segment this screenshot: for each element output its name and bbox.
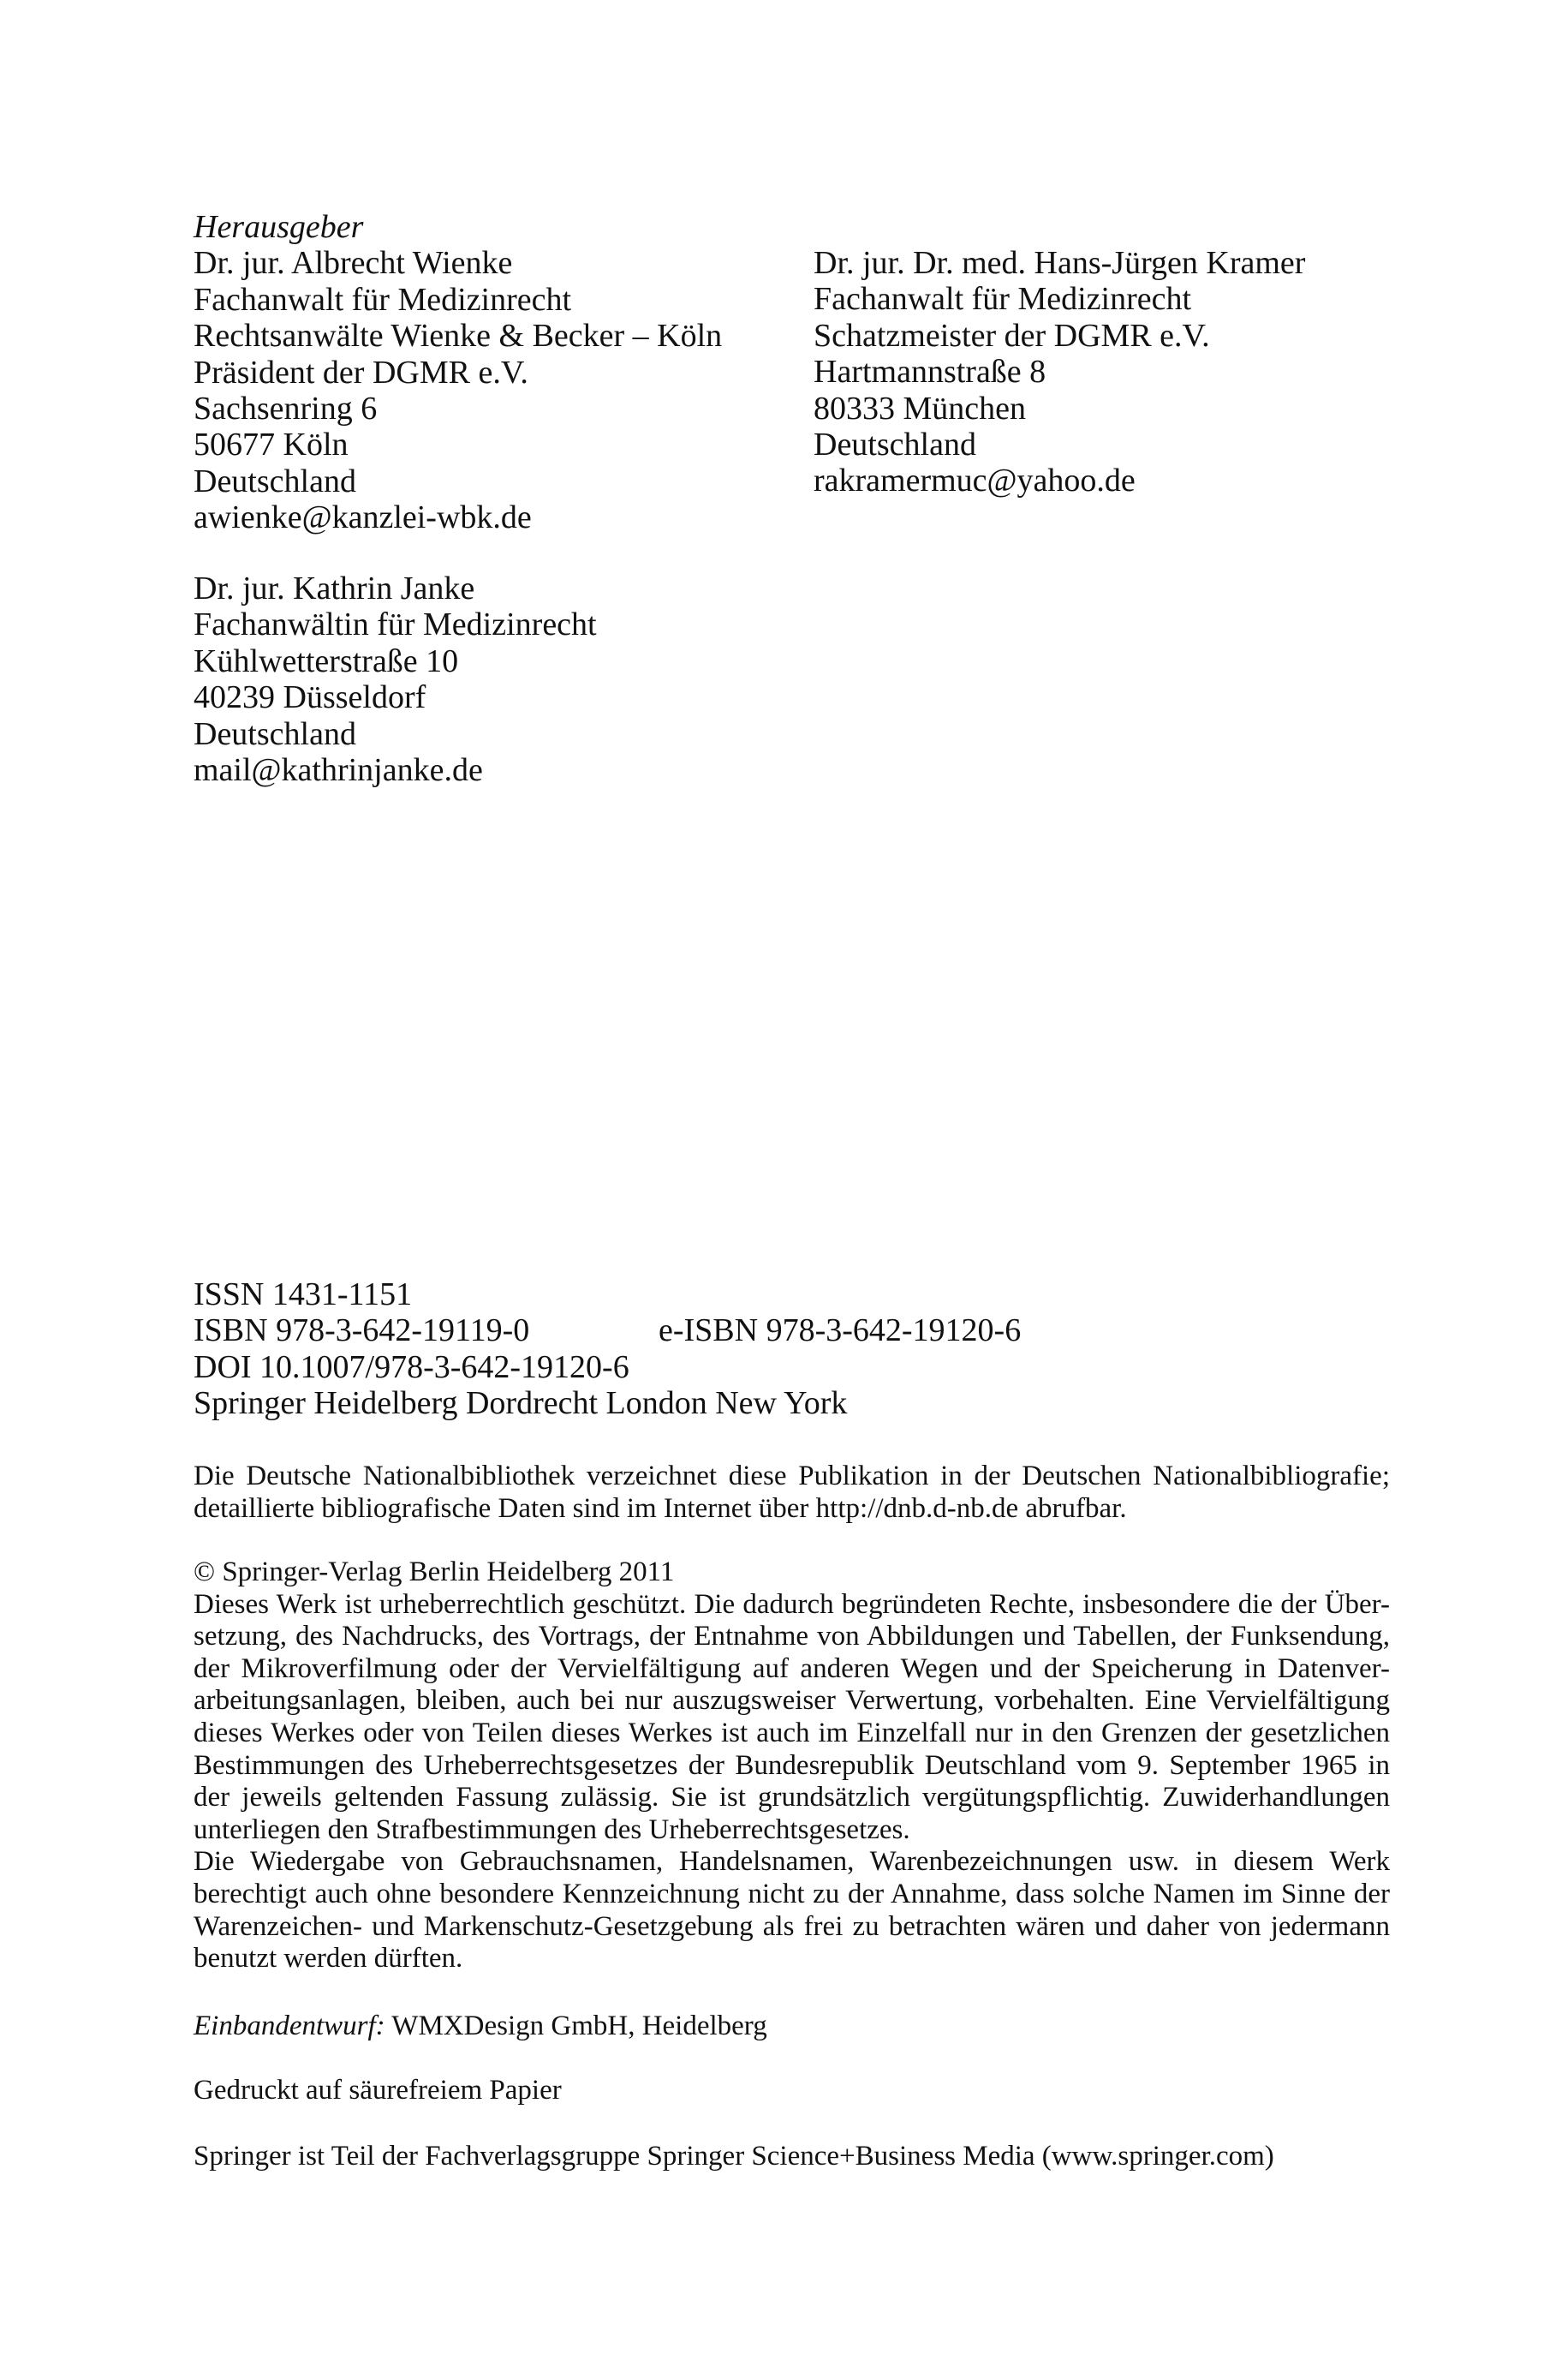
dnb-line: detaillierte bibliografische Daten sind im Internet über http://dnb.d-nb.de abrufbar. <box>194 1492 1127 1524</box>
editor-line: Präsident der DGMR e.V. <box>194 354 528 391</box>
editor-line: Hartmannstraße 8 <box>814 354 1046 391</box>
rights-line: der jeweils geltenden Fassung zulässig. Sie ist grundsätzlich vergütungspflichtig. Zuwiderhandlungen <box>194 1782 1390 1813</box>
editor-email: mail@kathrinjanke.de <box>194 752 483 789</box>
doi: DOI 10.1007/978-3-642-19120-6 <box>194 1348 629 1385</box>
issn: ISSN 1431-1151 <box>194 1276 413 1312</box>
editor-line: 50677 Köln <box>194 427 349 463</box>
rights-line: Dieses Werk ist urheberrechtlich geschützt. Die dadurch begründeten Rechte, insbesondere die der Über- <box>194 1588 1390 1620</box>
editors-heading-text: Herausgeber <box>194 209 364 245</box>
dnb-notice <box>194 1461 1390 1525</box>
rights-line: unterliegen den Strafbestimmungen des Urheberrechtsgesetzes. <box>194 1813 910 1845</box>
editor-line: Deutschland <box>194 715 356 752</box>
editor-line: Deutschland <box>194 463 356 499</box>
editor-line: Kühlwetterstraße 10 <box>194 642 459 679</box>
paper-note-text: Gedruckt auf säurefreiem Papier <box>194 2075 562 2106</box>
editor-line: 40239 Düsseldorf <box>194 679 426 716</box>
editor-line: Rechtsanwälte Wienke & Becker – Köln <box>194 318 723 355</box>
editor-line: Fachanwältin für Medizinrecht <box>194 606 597 643</box>
cover-design-value: WMXDesign GmbH, Heidelberg <box>385 2011 767 2041</box>
identifiers-block <box>194 1276 1050 1422</box>
dnb-line: Die Deutsche Nationalbibliothek verzeichnet diese Publikation in der Deutschen Nationalbibliografie; <box>194 1461 1390 1491</box>
trademark-line: Die Wiedergabe von Gebrauchsnamen, Handelsnamen, Warenbezeichnungen usw. in diesem Werk <box>194 1846 1390 1878</box>
editor-line: Schatzmeister der DGMR e.V. <box>814 317 1210 354</box>
editor-line: 80333 München <box>814 390 1027 427</box>
trademark-line: benutzt werden dürften. <box>194 1943 463 1975</box>
paper-note <box>194 2075 1390 2107</box>
copyright-line: © Springer-Verlag Berlin Heidelberg 2011 <box>194 1556 675 1587</box>
editor-line: Fachanwalt für Medizinrecht <box>814 281 1192 318</box>
rights-line: setzung, des Nachdrucks, des Vortrags, der Entnahme von Abbildungen und Tabellen, der Funksendung, <box>194 1621 1390 1652</box>
editor-line: Dr. jur. Dr. med. Hans-Jürgen Kramer <box>814 245 1306 281</box>
editor-email: awienke@kanzlei-wbk.de <box>194 499 532 536</box>
rights-line: arbeitungsanlagen, bleiben, auch bei nur auszugsweiser Verwertung, vorbehalten. Eine Vervielfältigung <box>194 1685 1390 1717</box>
editors-heading <box>194 209 722 245</box>
editor-line: Dr. jur. Kathrin Janke <box>194 571 475 606</box>
trademark-line: berechtigt auch ohne besondere Kennzeichnung nicht zu der Annahme, dass solche Namen im Sinne der <box>194 1878 1390 1909</box>
editors-right-block <box>814 245 1305 499</box>
editor-line: Fachanwalt für Medizinrecht <box>194 281 572 318</box>
editors-third-block <box>194 571 597 788</box>
isbn: ISBN 978-3-642-19119-0 <box>194 1312 530 1349</box>
publisher-group-text: Springer ist Teil der Fachverlagsgruppe Springer Science+Business Media (www.springer.com) <box>194 2141 1274 2172</box>
e-isbn: e-ISBN 978-3-642-19120-6 <box>659 1312 1022 1349</box>
cover-design <box>194 2011 1390 2043</box>
editor-line: Deutschland <box>814 427 976 463</box>
editor-line: Sachsenring 6 <box>194 391 378 427</box>
editors-left-block <box>194 209 722 536</box>
editor-email: rakramermuc@yahoo.de <box>814 463 1136 499</box>
rights-line: dieses Werkes oder von Teilen dieses Werkes ist auch im Einzelfall nur in den Grenzen der gesetzlichen <box>194 1717 1390 1748</box>
cover-design-label: Einbandentwurf: <box>194 2011 385 2041</box>
editor-line: Dr. jur. Albrecht Wienke <box>194 245 513 282</box>
rights-line: der Mikroverfilmung oder der Vervielfältigung auf anderen Wegen und der Speicherung in Datenver- <box>194 1652 1390 1684</box>
rights-line: Bestimmungen des Urheberrechtsgesetzes der Bundesrepublik Deutschland vom 9. September 1965 in <box>194 1749 1390 1781</box>
publisher-locations: Springer Heidelberg Dordrecht London New York <box>194 1385 848 1422</box>
trademark-line: Warenzeichen- und Markenschutz-Gesetzgebung als frei zu betrachten wären und daher von jedermann <box>194 1910 1390 1942</box>
publisher-group <box>194 2141 1390 2173</box>
rights-notice <box>194 1556 1390 1975</box>
